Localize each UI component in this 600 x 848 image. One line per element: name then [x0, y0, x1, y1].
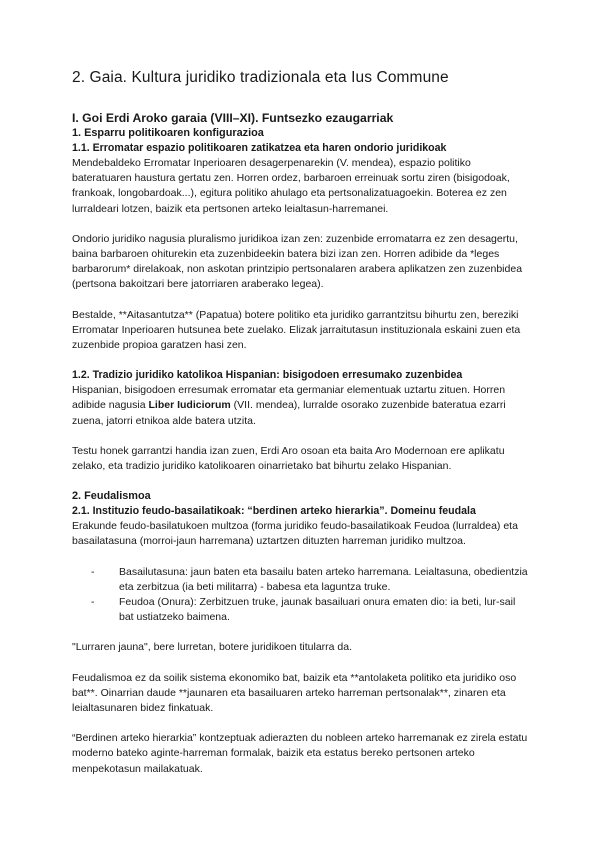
document-page [72, 68, 528, 777]
paragraph: Bestalde, **Aitasantutza** (Papatua) botere politiko eta juridiko garrantzitsu bihurtu zen, bereziki Erromatar Inperioaren hutsunea bete zuelako. Elizak jarraitutasun instituzionala eskaini zuen eta zuzenbide propioa garatzen hasi zen. [72, 308, 521, 352]
section-heading-2: 2. Feudalismoa [72, 490, 151, 503]
paragraph: Ondorio juridiko nagusia pluralismo juridikoa izan zen: zuzenbide erromatarra ez zen desagertu, baina barbaroen ohiturekin eta zuzenbideekin batera bizi izan zen. Horren adibide da *leges barbarorum* direlakoak, non askotan printzipio pertsonalaren arabera aplikatzen zen zuzenbidea (pertsona bakoitzari bere jatorriaren araberako legea). [72, 232, 523, 291]
paragraph: “Berdinen arteko hierarkia” kontzeptuak adierazten du nobleen arteko harremanak ez zirela estatu moderno bateko aginte-harreman formalak, baizik eta estatus bereko pertsonen arteko menpekotasun mailakatuak. [72, 732, 528, 775]
bullet-list [72, 565, 528, 626]
list-item: - Basailutasuna: jaun baten eta basailu baten arteko harremana. Leialtasuna, obedientzia eta zerbitzua (ia beti militarra) - babesa eta laguntza truke. [91, 565, 528, 593]
bullet-dash: - [91, 565, 95, 578]
paragraph: "Lurraren jauna", bere lurretan, botere juridikoen titularra da. [72, 641, 353, 654]
paragraph: Hispanian, bisigodoen erresumak erromatar eta germaniar elementuak uztartu zituen. Horren adibide nagusia Liber Iudiciorum (VII. mendea), lurralde osorako zuzenbide bateratua ezarri zuena, jatorri etnikoa alde batera utzita. [72, 384, 506, 427]
subsection-heading-1-1: 1.1. Erromatar espazio politikoaren zatikatzea eta haren ondorio juridikoak [72, 142, 447, 154]
paragraph: Feudalismoa ez da soilik sistema ekonomiko bat, baizik eta **antolaketa politiko eta juridiko oso bat**. Oinarrian daude **jaunaren eta basailuaren arteko harreman pertsonalak**, zinaren eta leialtasunaren bidez finkatuak. [72, 671, 517, 715]
subsection-heading-1: 1. Esparru politikoaren konfigurazioa [72, 127, 264, 139]
subsection-heading-1-2: 1.2. Tradizio juridiko katolikoa Hispanian: bisigodoen erresumako zuzenbidea [72, 369, 463, 382]
document-title: 2. Gaia. Kultura juridiko tradizionala eta Ius Commune [72, 69, 449, 86]
section-heading-1: I. Goi Erdi Aroko garaia (VIII–XI). Funtsezko ezaugarriak [72, 111, 394, 125]
subsection-heading-2-1: 2.1. Instituzio feudo-basailatikoak: “berdinen arteko hierarkia”. Domeinu feudala [72, 505, 476, 518]
paragraph: Erakunde feudo-basilatukoen multzoa (forma juridiko feudo-basailatikoak Feudoa (lurraldea) eta basailatasuna (morroi-jaun harremana) uztartzen dituzten harreman juridiko multzoa. [72, 520, 518, 548]
paragraph: Testu honek garrantzi handia izan zuen, Erdi Aro osoan eta baita Aro Modernoan ere aplikatu zelako, eta tradizio juridiko katolikoaren oinarrietako bat bihurtu zelako Hispanian. [72, 444, 505, 473]
paragraph: Mendebaldeko Erromatar Inperioaren desagerpenarekin (V. mendea), espazio politiko bateratuaren haustura gertatu zen. Horren ordez, barbaroen erreinuak sortu ziren (bisigodoak, frankoak, longobardoak...), egitura politiko ahulago eta pertsonalizatuagoekin. Boterea ez zen lurraldeari lotzen, baizik eta pertsonen arteko leialtasun-harremanei. [72, 157, 510, 215]
list-item: - Feudoa (Onura): Zerbitzuen truke, jaunak basailuari onura ematen dio: ia beti, lur-sail bat ustiatzeko baimena. [91, 596, 516, 624]
liber-iudiciorum-bold: Liber Iudiciorum [148, 399, 231, 412]
bullet-dash: - [91, 596, 95, 609]
